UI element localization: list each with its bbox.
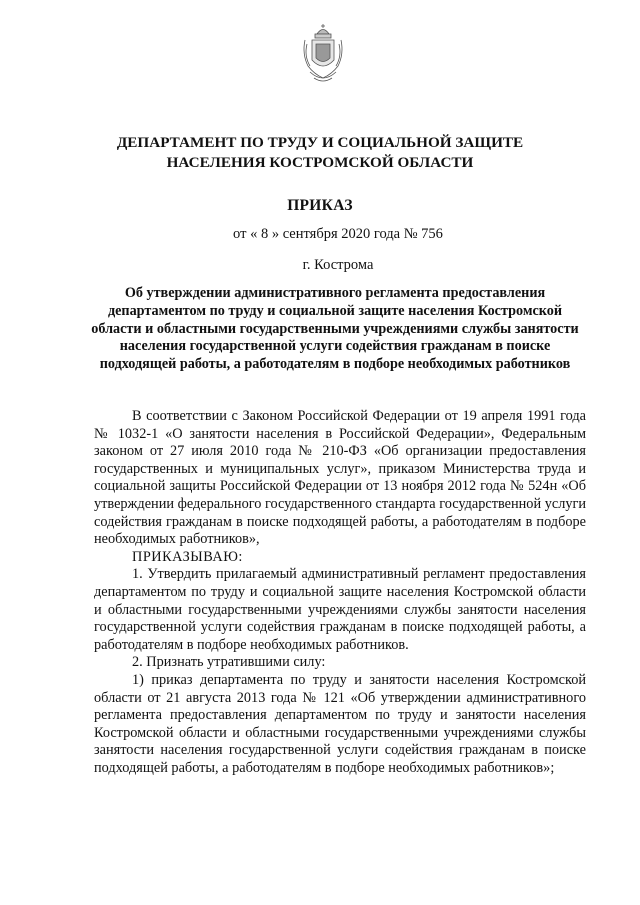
item-2-paragraph: 2. Признать утратившими силу: <box>132 654 326 671</box>
city-name: г. Кострома <box>302 257 374 273</box>
command-word: ПРИКАЗЫВАЮ: <box>132 548 243 565</box>
preamble-paragraph: В соответствии с Законом Российской Федерации от 19 апреля 1991 года № 1032-1 «О занятости населения в Российской Федерации», Федеральным законом от 27 июля 2010 года № 210-ФЗ «Об организации предоставления государственных и муниципальных услуг», приказом Министерства труда и социальной защиты Российской Федерации от 13 ноября 2012 года № 524н «Об утверждении федерального государственного стандарта государственной услуги содействия гражданам в поиске подходящей работы, а работодателям в подборе необходимых работников», <box>94 408 586 548</box>
coat-of-arms-icon <box>300 22 346 86</box>
order-date-number: от « 8 » сентября 2020 года № 756 <box>233 226 443 242</box>
item-2-1-paragraph: 1) приказ департамента по труду и занятости населения Костромской области от 21 августа 2013 года № 121 «Об утверждении административного регламента предоставления департаментом по труду и занятости населения Костромской области и областными государственными учреждениями службы занятости населения государственной услуги содействия гражданам в поиске подходящей работы, а работодателям в подборе необходимых работников»; <box>94 671 586 776</box>
item-1-paragraph: 1. Утвердить прилагаемый административный регламент предоставления департаментом по труду и социальной защите населения Костромской области и областными государственными учреждениями службы занятости населения государственной услуги содействия гражданам в поиске подходящей работы, а работодателям в подборе необходимых работников. <box>94 566 586 653</box>
department-line-1: ДЕПАРТАМЕНТ ПО ТРУДУ И СОЦИАЛЬНОЙ ЗАЩИТЕ <box>116 134 524 151</box>
document-type: ПРИКАЗ <box>287 197 353 214</box>
department-line-2: НАСЕЛЕНИЯ КОСТРОМСКОЙ ОБЛАСТИ <box>166 154 474 171</box>
order-subject: Об утверждении административного регламента предоставления департаментом по труду и социальной защите населения Костромской области и областными государственными учреждениями службы занятости населения государственной услуги содействия гражданам в поиске подходящей работы, а работодателям в подборе необходимых работников <box>91 285 579 373</box>
department-name <box>0 133 640 173</box>
order-body <box>94 408 586 777</box>
